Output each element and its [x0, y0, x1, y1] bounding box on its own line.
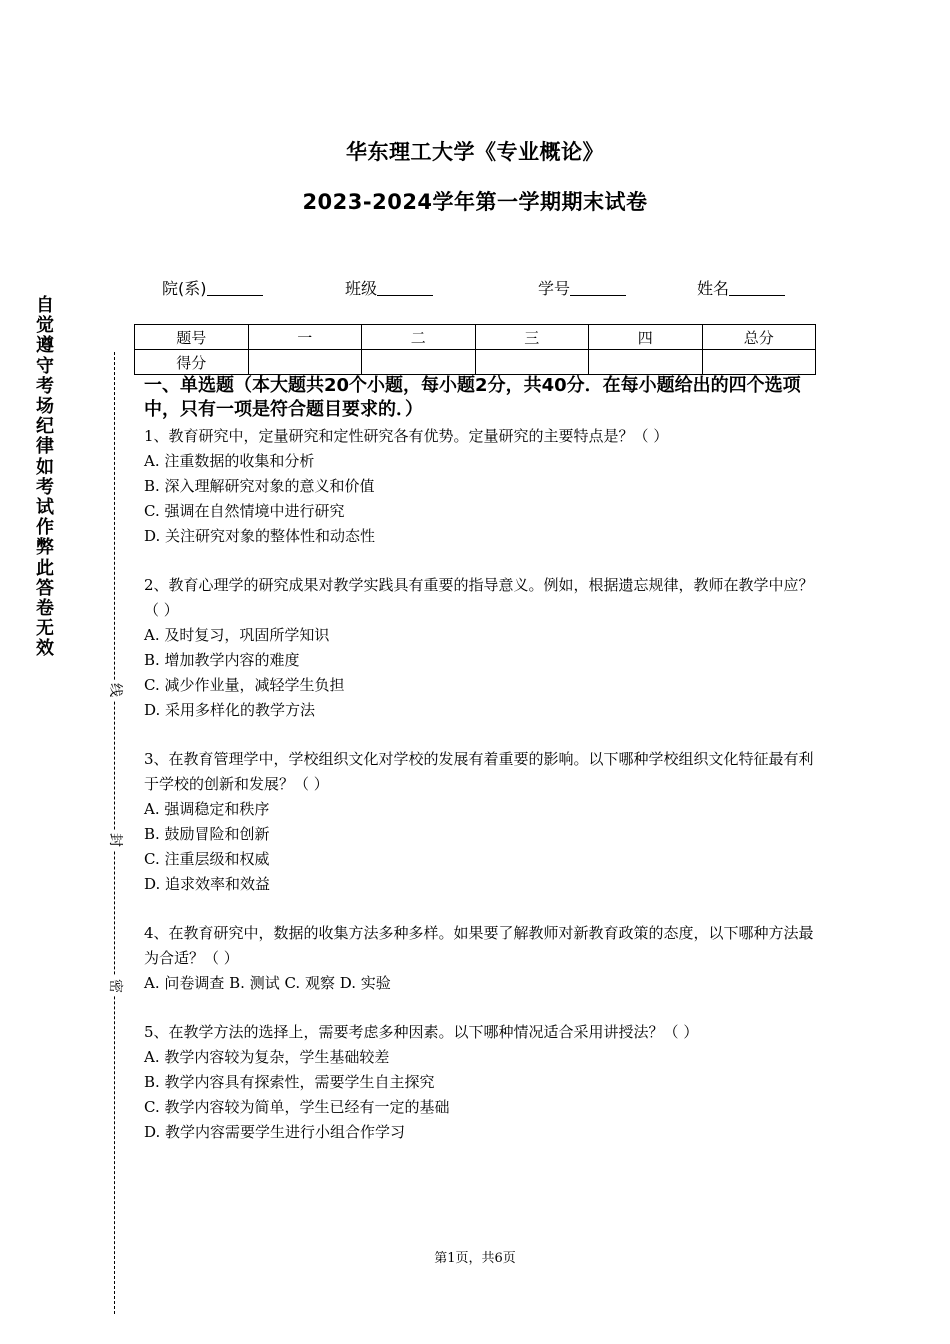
seal-mark-seal: 封	[105, 830, 125, 850]
score-table	[134, 324, 816, 375]
college-label: 院(系)	[162, 279, 207, 298]
score-header-cell: 二	[362, 325, 476, 350]
seal-mark-line: 线	[105, 680, 125, 700]
question-2	[144, 573, 814, 723]
question-stem: 3、在教育管理学中，学校组织文化对学校的发展有着重要的影响。以下哪种学校组织文化特征最有利于学校的创新和发展？（ ）	[144, 750, 814, 793]
score-cell[interactable]	[248, 350, 362, 375]
college-blank[interactable]	[207, 281, 263, 296]
question-stem: 4、在教育研究中，数据的收集方法多种多样。如果要了解教师对新教育政策的态度，以下哪种方法最为合适？（ ）	[144, 924, 814, 967]
score-cell[interactable]	[362, 350, 476, 375]
exam-subtitle: 2023-2024学年第一学期期末试卷	[302, 190, 648, 214]
exam-content	[144, 374, 814, 1169]
score-row-label: 得分	[135, 350, 249, 375]
option-a[interactable]: A. 强调稳定和秩序	[144, 800, 270, 818]
option-a[interactable]: A. 注重数据的收集和分析	[144, 452, 315, 470]
option-d[interactable]: D. 教学内容需要学生进行小组合作学习	[144, 1123, 406, 1141]
score-cell[interactable]	[702, 350, 816, 375]
option-a[interactable]: A. 及时复习，巩固所学知识	[144, 626, 330, 644]
option-c[interactable]: C. 教学内容较为简单，学生已经有一定的基础	[144, 1098, 450, 1116]
name-field	[697, 276, 785, 299]
option-c[interactable]: C. 注重层级和权威	[144, 850, 270, 868]
option-a[interactable]: A. 教学内容较为复杂，学生基础较差	[144, 1048, 390, 1066]
option-b[interactable]: B. 深入理解研究对象的意义和价值	[144, 477, 375, 495]
student-id-blank[interactable]	[570, 281, 626, 296]
exam-discipline-notice: 自觉遵守考场纪律如考试作弊此答卷无效	[36, 295, 54, 660]
page-number: 第1页，共6页	[434, 1251, 516, 1266]
seal-mark-secret: 密	[105, 976, 125, 996]
score-header-cell: 四	[589, 325, 703, 350]
question-stem: 5、在教学方法的选择上，需要考虑多种因素。以下哪种情况适合采用讲授法？（ ）	[144, 1023, 699, 1041]
score-table-header-row	[135, 325, 816, 350]
score-header-cell: 一	[248, 325, 362, 350]
option-c[interactable]: C. 强调在自然情境中进行研究	[144, 502, 345, 520]
question-4	[144, 921, 814, 996]
option-b[interactable]: B. 教学内容具有探索性，需要学生自主探究	[144, 1073, 435, 1091]
class-field	[345, 276, 433, 299]
college-field	[162, 276, 263, 299]
question-3	[144, 747, 814, 897]
student-id-label: 学号	[538, 279, 571, 298]
question-1	[144, 424, 814, 549]
student-id-field	[538, 276, 626, 299]
option-d[interactable]: D. 关注研究对象的整体性和动态性	[144, 527, 376, 545]
class-blank[interactable]	[377, 281, 433, 296]
option-c[interactable]: C. 减少作业量，减轻学生负担	[144, 676, 345, 694]
score-cell[interactable]	[475, 350, 589, 375]
score-header-cell: 三	[475, 325, 589, 350]
options-inline[interactable]: A. 问卷调查 B. 测试 C. 观察 D. 实验	[144, 974, 391, 992]
score-header-cell: 总分	[702, 325, 816, 350]
question-stem: 1、教育研究中，定量研究和定性研究各有优势。定量研究的主要特点是？（ ）	[144, 427, 669, 445]
name-label: 姓名	[697, 279, 730, 298]
section-title: 一、单选题（本大题共20个小题，每小题2分，共40分．在每小题给出的四个选项中，只有一项是符合题目要求的．）	[144, 375, 801, 420]
score-table-score-row	[135, 350, 816, 375]
class-label: 班级	[345, 279, 378, 298]
question-stem: 2、教育心理学的研究成果对教学实践具有重要的指导意义。例如，根据遗忘规律，教师在教学中应？（ ）	[144, 576, 814, 619]
option-b[interactable]: B. 增加教学内容的难度	[144, 651, 300, 669]
score-header-cell: 题号	[135, 325, 249, 350]
option-d[interactable]: D. 追求效率和效益	[144, 875, 271, 893]
option-b[interactable]: B. 鼓励冒险和创新	[144, 825, 270, 843]
option-d[interactable]: D. 采用多样化的教学方法	[144, 701, 316, 719]
name-blank[interactable]	[729, 281, 785, 296]
exam-title: 华东理工大学《专业概论》	[346, 140, 604, 164]
score-cell[interactable]	[589, 350, 703, 375]
question-5	[144, 1020, 814, 1145]
